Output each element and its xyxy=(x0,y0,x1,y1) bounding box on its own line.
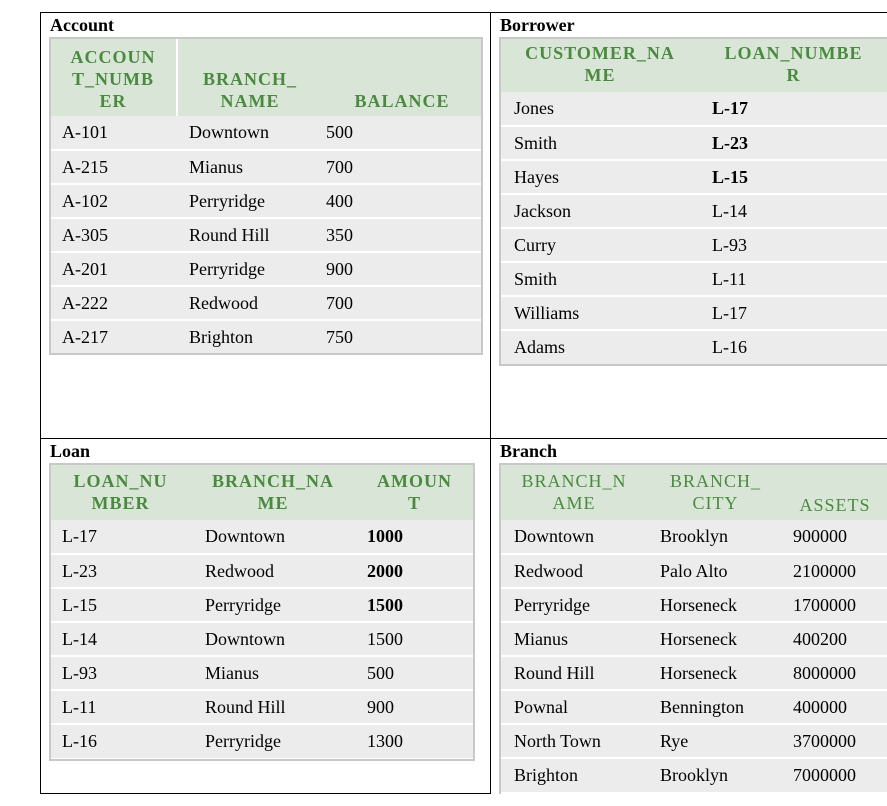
account-header-branch-name: BRANCH_ NAME xyxy=(177,38,322,116)
branch-cell: 400000 xyxy=(793,696,847,717)
loan-row xyxy=(50,690,474,724)
branch-cell: Brooklyn xyxy=(660,526,729,546)
borrower-cell: Hayes xyxy=(514,166,559,187)
branch-cell: 7000000 xyxy=(793,765,856,785)
grid-top-border xyxy=(40,12,887,13)
loan-cell: L-93 xyxy=(62,662,97,683)
borrower-cell: Smith xyxy=(514,132,558,153)
branch-header-branch-city: BRANCH_ CITY xyxy=(648,464,783,520)
loan-row xyxy=(50,622,474,656)
account-row xyxy=(50,252,482,286)
loan-cell: L-11 xyxy=(62,696,97,717)
branch-row xyxy=(500,656,887,690)
borrower-cell: Adams xyxy=(514,337,565,357)
branch-cell: Redwood xyxy=(514,560,583,581)
borrower-cell: L-14 xyxy=(712,200,747,221)
loan-row xyxy=(50,656,474,690)
loan-cell: Redwood xyxy=(205,560,274,581)
account-cell: 750 xyxy=(326,327,353,347)
account-row xyxy=(50,320,482,354)
loan-header-row xyxy=(50,464,474,520)
borrower-title: Borrower xyxy=(500,15,575,35)
borrower-row xyxy=(500,296,887,330)
account-row xyxy=(50,116,482,150)
branch-cell: 8000000 xyxy=(793,662,856,683)
loan-cell: 900 xyxy=(367,696,394,717)
branch-cell: 3700000 xyxy=(793,730,856,751)
loan-cell: 1000 xyxy=(367,526,403,546)
account-table xyxy=(50,38,482,354)
account-cell: A-215 xyxy=(62,156,108,177)
borrower-table xyxy=(500,38,887,364)
borrower-cell: Smith xyxy=(514,268,558,289)
branch-header-branch-name: BRANCH_N AME xyxy=(500,464,648,520)
branch-cell: Rye xyxy=(660,730,689,751)
branch-cell: Perryridge xyxy=(514,594,590,615)
branch-row xyxy=(500,622,887,656)
loan-header-loan-number: LOAN_NU MBER xyxy=(50,464,191,520)
loan-cell: Round Hill xyxy=(205,696,286,717)
loan-cell: L-15 xyxy=(62,594,97,615)
account-header-account-number: ACCOUN T_NUMB ER xyxy=(50,38,177,116)
borrower-cell: Jackson xyxy=(514,200,571,221)
branch-header-assets: ASSETS xyxy=(783,464,887,520)
account-title: Account xyxy=(50,15,114,35)
account-cell: Perryridge xyxy=(189,258,265,279)
branch-cell: Pownal xyxy=(514,696,568,717)
account-header-balance: BALANCE xyxy=(322,38,482,116)
branch-cell: 400200 xyxy=(793,628,847,649)
loan-cell: 1500 xyxy=(367,628,403,649)
loan-cell: Perryridge xyxy=(205,731,281,751)
borrower-cell: L-17 xyxy=(712,98,748,118)
borrower-row xyxy=(500,228,887,262)
loan-cell: L-14 xyxy=(62,628,97,649)
borrower-header-loan-number: LOAN_NUMBE R xyxy=(700,38,887,92)
branch-cell: Brighton xyxy=(514,765,579,785)
loan-cell: L-16 xyxy=(62,731,97,751)
loan-row xyxy=(50,588,474,622)
branch-cell: Palo Alto xyxy=(660,560,728,581)
loan-cell: Perryridge xyxy=(205,594,281,615)
branch-table xyxy=(500,464,887,792)
borrower-cell: L-17 xyxy=(712,302,747,323)
account-cell: A-102 xyxy=(62,190,108,211)
branch-cell: Horseneck xyxy=(660,594,737,615)
loan-cell: 500 xyxy=(367,662,394,683)
account-cell: 900 xyxy=(326,258,353,279)
branch-cell: Mianus xyxy=(514,628,568,649)
branch-row xyxy=(500,724,887,758)
account-header-row xyxy=(50,38,482,116)
borrower-cell: Jones xyxy=(514,98,554,118)
account-cell: Round Hill xyxy=(189,224,270,245)
borrower-row xyxy=(500,126,887,160)
grid-bottom-border xyxy=(40,793,491,794)
branch-row xyxy=(500,520,887,554)
loan-title: Loan xyxy=(50,441,91,461)
loan-cell: 2000 xyxy=(367,560,403,581)
branch-row xyxy=(500,588,887,622)
branch-cell: Horseneck xyxy=(660,662,737,683)
branch-cell: Horseneck xyxy=(660,628,737,649)
loan-cell: 1300 xyxy=(367,731,403,751)
borrower-cell: L-11 xyxy=(712,268,747,289)
account-cell: 350 xyxy=(326,224,353,245)
borrower-cell: Williams xyxy=(514,302,580,323)
loan-row xyxy=(50,520,474,554)
account-cell: Brighton xyxy=(189,327,254,347)
account-cell: 700 xyxy=(326,156,353,177)
borrower-header-customer-name: CUSTOMER_NA ME xyxy=(500,38,700,92)
loan-table xyxy=(50,464,474,758)
account-cell: 700 xyxy=(326,292,353,313)
borrower-cell: Curry xyxy=(514,234,556,255)
branch-row xyxy=(500,554,887,588)
account-cell: A-101 xyxy=(62,122,108,142)
account-cell: Downtown xyxy=(189,122,269,142)
borrower-row xyxy=(500,160,887,194)
branch-cell: 1700000 xyxy=(793,594,856,615)
loan-row xyxy=(50,724,474,758)
branch-row xyxy=(500,758,887,792)
loan-cell: Downtown xyxy=(205,628,285,649)
account-cell: A-201 xyxy=(62,258,108,279)
borrower-row xyxy=(500,262,887,296)
account-cell: A-305 xyxy=(62,224,108,245)
branch-header-row xyxy=(500,464,887,520)
borrower-cell: L-93 xyxy=(712,234,747,255)
loan-cell: L-23 xyxy=(62,560,97,581)
account-cell: 500 xyxy=(326,122,353,142)
branch-cell: 2100000 xyxy=(793,560,856,581)
grid-left-border xyxy=(40,12,41,794)
borrower-row xyxy=(500,330,887,364)
account-row xyxy=(50,218,482,252)
account-cell: A-222 xyxy=(62,292,108,313)
loan-header-amount: AMOUN T xyxy=(355,464,474,520)
account-cell: A-217 xyxy=(62,327,108,347)
branch-cell: North Town xyxy=(514,730,601,751)
loan-header-branch-name: BRANCH_NA ME xyxy=(191,464,355,520)
account-row xyxy=(50,286,482,320)
loan-row xyxy=(50,554,474,588)
account-row xyxy=(50,184,482,218)
branch-cell: Bennington xyxy=(660,696,744,717)
account-cell: Mianus xyxy=(189,156,243,177)
borrower-row xyxy=(500,194,887,228)
borrower-cell: L-16 xyxy=(712,337,747,357)
loan-cell: 1500 xyxy=(367,594,403,615)
account-row xyxy=(50,150,482,184)
borrower-row xyxy=(500,92,887,126)
grid-middle-divider xyxy=(40,438,887,439)
borrower-cell: L-15 xyxy=(712,166,748,187)
borrower-cell: L-23 xyxy=(712,132,748,153)
branch-cell: Brooklyn xyxy=(660,765,729,785)
branch-cell: Round Hill xyxy=(514,662,595,683)
branch-cell: 900000 xyxy=(793,526,847,546)
account-cell: Perryridge xyxy=(189,190,265,211)
loan-cell: Mianus xyxy=(205,662,259,683)
borrower-header-row xyxy=(500,38,887,92)
loan-cell: Downtown xyxy=(205,526,285,546)
grid-center-divider xyxy=(490,12,491,794)
branch-cell: Downtown xyxy=(514,526,594,546)
account-cell: 400 xyxy=(326,190,353,211)
loan-cell: L-17 xyxy=(62,526,97,546)
branch-title: Branch xyxy=(500,441,558,461)
account-cell: Redwood xyxy=(189,292,258,313)
branch-row xyxy=(500,690,887,724)
